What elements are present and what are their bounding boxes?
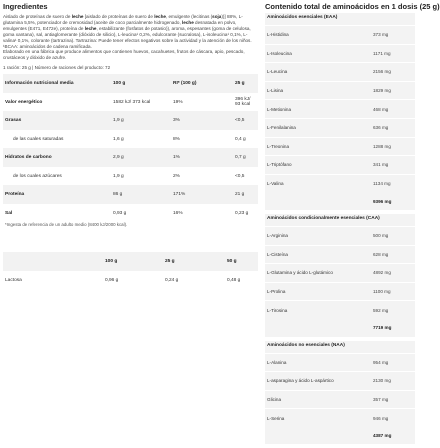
amino-name: L-Glutamina y ácido L-glutámico — [265, 264, 371, 283]
nutrition-row-100g: 0,93 g — [113, 210, 127, 216]
amino-section — [265, 214, 415, 337]
nutrition-row-100g: 1,9 g — [113, 173, 124, 179]
amino-row — [265, 226, 415, 245]
amino-value: 500 mg — [371, 226, 415, 245]
nutrition-table — [3, 74, 258, 222]
amino-value: 1100 mg — [371, 282, 415, 301]
nutrition-row-100g: 2,9 g — [111, 148, 171, 167]
nutrition-row-ri: 16% — [173, 210, 183, 216]
lactose-50g: 0,48 g — [227, 277, 241, 283]
amino-row — [265, 245, 415, 264]
amino-value: 373 mg — [371, 26, 415, 45]
nutrition-row-25g: 0,23 g — [235, 210, 249, 216]
amino-name: L-Alanina — [265, 353, 371, 372]
amino-value: 2130 mg — [371, 372, 415, 391]
nutrition-row-ri: 8% — [173, 136, 180, 142]
amino-value: 1829 mg — [371, 81, 415, 100]
nutrition-row — [3, 167, 258, 186]
nutrition-row-25g: <0,5 — [235, 173, 245, 179]
lactose-row — [3, 271, 258, 290]
amino-name: L-Valina — [265, 174, 371, 192]
nutrition-row-25g: 396 kJ/ 93 kcal — [235, 97, 251, 107]
nutrition-header-row — [3, 74, 258, 93]
amino-value: 4892 mg — [371, 264, 415, 283]
amino-row — [265, 174, 415, 192]
amino-total-spacer — [265, 319, 371, 337]
nutrition-row-ri: 1% — [171, 148, 233, 167]
amino-name: L-Prolina — [265, 282, 371, 301]
nutrition-row-25g: 21 g — [233, 185, 258, 204]
lactose-header-blank — [3, 252, 103, 271]
nutrition-row — [3, 204, 258, 223]
lactose-header-25g: 25 g — [163, 252, 225, 271]
nutrition-row-ri: 19% — [173, 99, 183, 105]
amino-row — [265, 44, 415, 63]
nutrition-row — [3, 130, 258, 149]
nutrition-row-label: Proteína — [3, 185, 111, 204]
nutrition-row-100g: 86 g — [111, 185, 171, 204]
amino-name: Glicina — [265, 390, 371, 409]
amino-section — [265, 341, 415, 445]
amino-name: L-Histidina — [265, 26, 371, 45]
nutrition-body — [3, 93, 258, 223]
lactose-header-50g: 50 g — [225, 252, 258, 271]
amino-row — [265, 26, 415, 45]
nutrition-row-label: Hidratos de carbono — [3, 148, 111, 167]
amino-section-title: Aminoácidos no esenciales (NAA) — [267, 342, 345, 348]
amino-row — [265, 264, 415, 283]
amino-value: 954 mg — [371, 353, 415, 372]
lactose-100g: 0,96 g — [105, 277, 119, 283]
lactose-table — [3, 252, 258, 289]
amino-value: 946 mg — [371, 409, 415, 427]
amino-row — [265, 301, 415, 319]
nutrition-row-label: de los cuales azúcares — [13, 173, 62, 179]
amino-row — [265, 137, 415, 156]
amino-section-title: Aminoácidos esenciales (EAA) — [267, 15, 338, 20]
nutrition-row-25g: <0,5 — [233, 111, 258, 130]
nutrition-row — [3, 111, 258, 130]
amino-total: 4387 mg — [373, 433, 392, 439]
amino-total: 7719 mg — [373, 325, 392, 331]
nutrition-row-ri: 171% — [171, 185, 233, 204]
amino-total-row — [265, 192, 415, 210]
amino-name: L-Triptófano — [265, 156, 371, 175]
amino-name: L-Tirosina — [265, 301, 371, 319]
amino-value: 2156 mg — [371, 63, 415, 82]
amino-value: 1134 mg — [371, 174, 415, 192]
lactose-header-row — [3, 252, 258, 271]
amino-total-row — [265, 427, 415, 445]
amino-row — [265, 390, 415, 409]
lactose-header-100g: 100 g — [103, 252, 163, 271]
amino-name: L-Lisina — [265, 81, 371, 100]
amino-row — [265, 81, 415, 100]
nutrition-header-label: Información nutricional media — [3, 74, 111, 93]
nutrition-row-100g: 1,6 g — [113, 136, 124, 142]
amino-name: L-Treonina — [265, 137, 371, 156]
amino-total-spacer — [265, 427, 371, 445]
amino-value: 341 mg — [371, 156, 415, 175]
nutrition-row-label: Grasas — [3, 111, 111, 130]
amino-table — [265, 226, 415, 337]
amino-row — [265, 100, 415, 119]
amino-row — [265, 372, 415, 391]
amino-row — [265, 353, 415, 372]
nutrition-row-100g: 1582 kJ/ 373 kcal — [113, 99, 151, 105]
nutrition-row-25g: 0,4 g — [235, 136, 246, 142]
nutrition-row-ri: 3% — [171, 111, 233, 130]
amino-row — [265, 118, 415, 137]
nutrition-row-label: de las cuales saturadas — [13, 136, 64, 142]
amino-name: L-Isoleucina — [265, 44, 371, 63]
amino-row — [265, 409, 415, 427]
amino-row — [265, 156, 415, 175]
amino-value: 592 mg — [371, 301, 415, 319]
amino-total: 9396 mg — [373, 198, 392, 204]
amino-total-spacer — [265, 192, 371, 210]
left-column — [3, 0, 258, 289]
amino-name: L-Leucina — [265, 63, 371, 82]
nutrition-row-100g: 1,9 g — [111, 111, 171, 130]
serving-info: 1 ración: 25 g | Número de raciones del producto: 72 — [3, 65, 111, 71]
amino-name: L-Fenilalanina — [265, 118, 371, 137]
amino-name: L-Arginina — [265, 226, 371, 245]
nutrition-row — [3, 93, 258, 112]
amino-section-title: Aminoácidos condicionalmente esenciales (CAA) — [267, 215, 380, 221]
lactose-25g: 0,24 g — [165, 277, 179, 283]
right-column — [265, 0, 440, 448]
nutrition-header-ri: RI* (100 g) — [171, 74, 233, 93]
nutrition-row — [3, 185, 258, 204]
amino-title: Contenido total de aminoácidos en 1 dosis (25 g) — [265, 2, 440, 11]
amino-total-row — [265, 319, 415, 337]
amino-value: 468 mg — [371, 100, 415, 119]
amino-row — [265, 282, 415, 301]
ingredients-title: Ingredientes — [3, 2, 48, 11]
amino-value: 1288 mg — [371, 137, 415, 156]
amino-row — [265, 63, 415, 82]
amino-name: L-Metionina — [265, 100, 371, 119]
amino-name: L-Serina — [265, 409, 371, 427]
nutrition-row-label: Sal — [5, 210, 13, 216]
nutrition-header-100g: 100 g — [111, 74, 171, 93]
ingredients-text: Aislado de proteínas de suero de leche [aislado de proteínas de suero de leche, emulgente (lecitinas (soja))] 88%, L-glutamina 5,5%, potenciador de cremosidad (aceite de coco parcialmente hidrogenado, leche desnatada en polvo, emulgentes (E471, E472e), proteína de leche, estabilizante (fosfatos de potasio)), aroma, espesantes (goma de celulosa, goma xantana), sal, antiaglomerante (dióxido de silicio), L-leucina¹ 0,2%, edulcorante (sucralosa), L-isoleucina¹ 0,1%, L-valina¹ 0,1%, colorante (tartrazina). Tartrazina: Puede tener efectos negativos sobre la actividad y la atención de los niños. ¹BCAA: aminoácidos de cadena ramificada. Elaborado en una fábrica que produce alimentos que contienen huevos, cacahuetes, frutos de cáscara, apio, pescado, crustáceos y dióxido de azufre. — [3, 14, 252, 61]
amino-table — [265, 25, 415, 210]
amino-section — [265, 13, 415, 210]
lactose-label: Lactosa — [5, 277, 22, 283]
nutrition-footnote: *Ingesta de referencia de un adulto medio (8400 kJ/2000 kcal). — [5, 222, 128, 228]
nutrition-row-25g: 0,7 g — [233, 148, 258, 167]
nutrition-header-25g: 25 g — [233, 74, 258, 93]
nutrition-row-label: Valor energético — [5, 99, 43, 105]
nutrition-row — [3, 148, 258, 167]
amino-table — [265, 353, 415, 445]
amino-value: 628 mg — [371, 245, 415, 264]
nutrition-row-ri: 2% — [173, 173, 180, 179]
amino-value: 1171 mg — [371, 44, 415, 63]
amino-name: L-asparagina y ácido L-aspártico — [265, 372, 371, 391]
amino-name: L-Cisteína — [265, 245, 371, 264]
amino-value: 357 mg — [371, 390, 415, 409]
amino-sections — [265, 13, 415, 444]
amino-value: 636 mg — [371, 118, 415, 137]
